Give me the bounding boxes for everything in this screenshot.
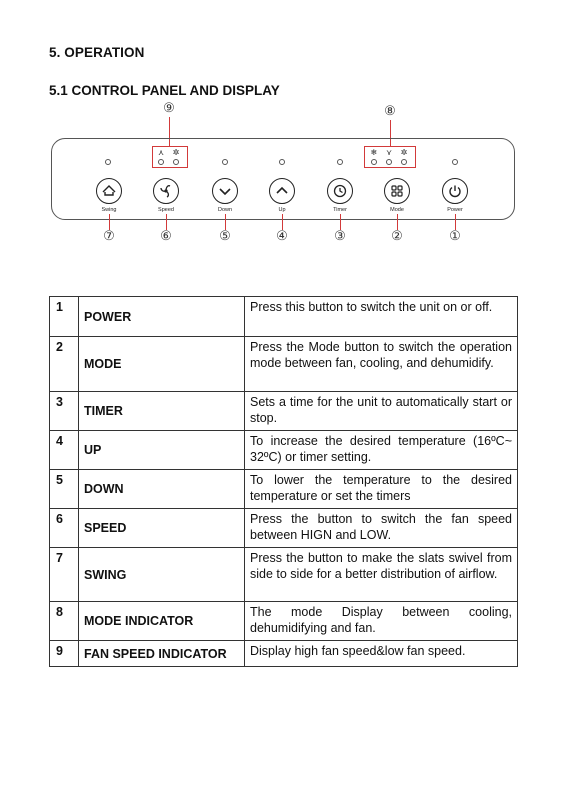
callout-6: ⑥ bbox=[160, 229, 172, 244]
row-description: To lower the temperature to the desired temperature or set the timers bbox=[245, 470, 518, 509]
power-button[interactable] bbox=[442, 178, 468, 204]
row-number: 3 bbox=[50, 392, 79, 431]
high-fan-icon: ✲ bbox=[172, 148, 180, 157]
section-heading: 5. OPERATION bbox=[49, 45, 145, 60]
row-number: 6 bbox=[50, 509, 79, 548]
row-number: 8 bbox=[50, 602, 79, 641]
callout-7: ⑦ bbox=[103, 229, 115, 244]
swing-button[interactable] bbox=[96, 178, 122, 204]
timer-label: Timer bbox=[333, 207, 347, 213]
row-name: FAN SPEED INDICATOR bbox=[79, 641, 245, 667]
row-name: UP bbox=[79, 431, 245, 470]
callout-6-leader bbox=[166, 214, 167, 230]
callout-9: ⑨ bbox=[163, 101, 175, 116]
callout-4: ④ bbox=[276, 229, 288, 244]
down-indicator-light bbox=[222, 159, 228, 165]
row-number: 2 bbox=[50, 337, 79, 392]
fan-icon: ✲ bbox=[400, 148, 408, 157]
row-description: To increase the desired temperature (16ºC~ 32ºC) or timer setting. bbox=[245, 431, 518, 470]
down-label: Down bbox=[217, 207, 233, 213]
speed-label: Speed bbox=[158, 207, 174, 213]
row-description: Press the Mode button to switch the operation mode between fan, cooling, and dehumidify. bbox=[245, 337, 518, 392]
row-name: MODE INDICATOR bbox=[79, 602, 245, 641]
fan-speed-icon bbox=[158, 183, 174, 199]
callout-5: ⑤ bbox=[219, 229, 231, 244]
swing-icon bbox=[101, 183, 117, 199]
row-description: Press the button to switch the fan speed between HIGN and LOW. bbox=[245, 509, 518, 548]
table-row bbox=[50, 548, 518, 602]
callout-4-leader bbox=[282, 214, 283, 230]
dehumidify-light bbox=[386, 159, 392, 165]
table-row bbox=[50, 509, 518, 548]
row-number: 4 bbox=[50, 431, 79, 470]
power-label: Power bbox=[447, 207, 463, 213]
row-description: The mode Display between cooling, dehumidifying and fan. bbox=[245, 602, 518, 641]
cooling-icon: ❄ bbox=[370, 148, 378, 157]
mode-button[interactable] bbox=[384, 178, 410, 204]
row-description: Sets a time for the unit to automatically start or stop. bbox=[245, 392, 518, 431]
controls-table bbox=[49, 296, 518, 667]
swing-indicator-light bbox=[105, 159, 111, 165]
chevron-up-icon bbox=[274, 183, 290, 199]
row-name: MODE bbox=[79, 337, 245, 392]
table-row bbox=[50, 337, 518, 392]
callout-5-leader bbox=[225, 214, 226, 230]
row-number: 5 bbox=[50, 470, 79, 509]
callout-1-leader bbox=[455, 214, 456, 230]
row-description: Press the button to make the slats swivel from side to side for a better distribution of airflow. bbox=[245, 548, 518, 602]
power-icon bbox=[447, 183, 463, 199]
up-indicator-light bbox=[279, 159, 285, 165]
table-row bbox=[50, 641, 518, 667]
table-row bbox=[50, 297, 518, 337]
row-name: TIMER bbox=[79, 392, 245, 431]
speed-button[interactable] bbox=[153, 178, 179, 204]
up-label: Up bbox=[278, 207, 286, 213]
row-name: POWER bbox=[79, 297, 245, 337]
row-name: DOWN bbox=[79, 470, 245, 509]
chevron-down-icon bbox=[217, 183, 233, 199]
swing-label: Swing bbox=[101, 207, 117, 213]
low-speed-light bbox=[158, 159, 164, 165]
table-row bbox=[50, 392, 518, 431]
timer-button[interactable] bbox=[327, 178, 353, 204]
row-description: Display high fan speed&low fan speed. bbox=[245, 641, 518, 667]
row-number: 7 bbox=[50, 548, 79, 602]
low-fan-icon: ⋏ bbox=[158, 148, 164, 157]
row-number: 9 bbox=[50, 641, 79, 667]
row-name: SPEED bbox=[79, 509, 245, 548]
mode-grid-icon bbox=[389, 183, 405, 199]
clock-icon bbox=[332, 183, 348, 199]
row-name: SWING bbox=[79, 548, 245, 602]
timer-indicator-light bbox=[337, 159, 343, 165]
callout-1: ① bbox=[449, 229, 461, 244]
power-indicator-light bbox=[452, 159, 458, 165]
up-button[interactable] bbox=[269, 178, 295, 204]
row-description: Press this button to switch the unit on or off. bbox=[245, 297, 518, 337]
callout-7-leader bbox=[109, 214, 110, 230]
high-speed-light bbox=[173, 159, 179, 165]
table-row bbox=[50, 470, 518, 509]
callout-8: ⑧ bbox=[384, 104, 396, 119]
subsection-heading: 5.1 CONTROL PANEL AND DISPLAY bbox=[49, 83, 280, 98]
cooling-light bbox=[371, 159, 377, 165]
table-row bbox=[50, 431, 518, 470]
table-row bbox=[50, 602, 518, 641]
down-button[interactable] bbox=[212, 178, 238, 204]
callout-3-leader bbox=[340, 214, 341, 230]
callout-2: ② bbox=[391, 229, 403, 244]
mode-label: Mode bbox=[390, 207, 404, 213]
fan-light bbox=[401, 159, 407, 165]
callout-2-leader bbox=[397, 214, 398, 230]
dehumidify-icon: ⋎ bbox=[386, 148, 392, 157]
row-number: 1 bbox=[50, 297, 79, 337]
callout-3: ③ bbox=[334, 229, 346, 244]
